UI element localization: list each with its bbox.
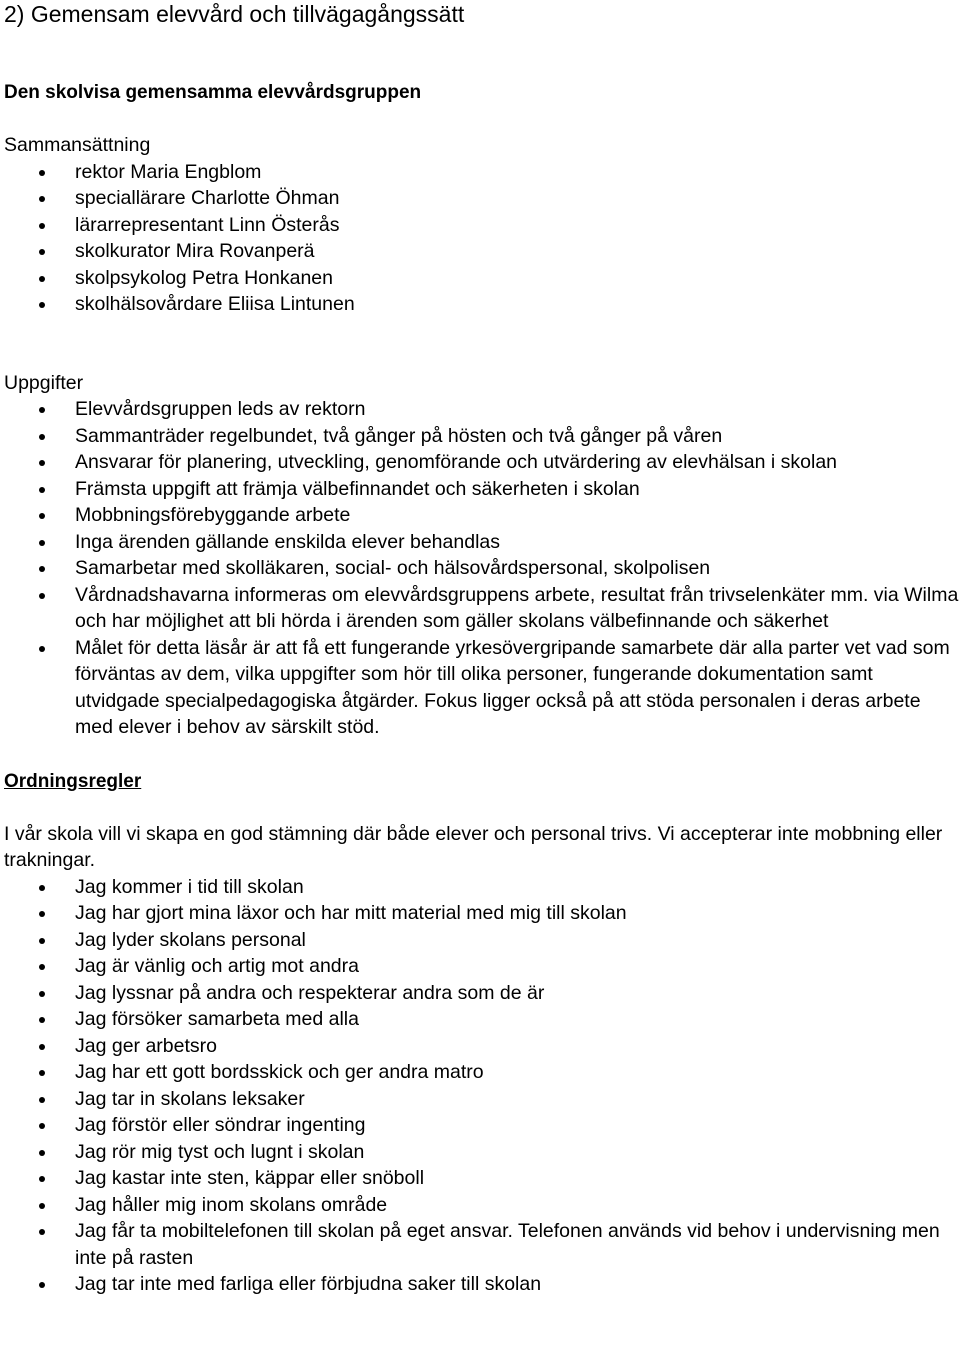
list-item <box>4 449 959 476</box>
rules-list <box>4 874 956 1298</box>
list-item-text: skolhälsovårdare Eliisa Lintunen <box>75 293 355 315</box>
list-item <box>4 1271 959 1298</box>
list-item <box>4 980 959 1007</box>
list-item <box>4 1165 959 1192</box>
list-item-text: Jag har gjort mina läxor och har mitt material med mig till skolan <box>75 902 627 924</box>
bullet-icon <box>39 276 45 282</box>
bullet-icon <box>39 223 45 229</box>
list-item-text: Jag får ta mobiltelefonen till skolan på eget ansvar. Telefonen används vid behov i undervisning men inte på rasten <box>75 1220 940 1269</box>
bullet-icon <box>39 1150 45 1156</box>
spacer <box>4 106 956 132</box>
bullet-icon <box>39 1070 45 1076</box>
bullet-icon <box>39 249 45 255</box>
list-item-text: Jag lyder skolans personal <box>75 928 306 951</box>
list-item <box>4 1192 959 1219</box>
bullet-icon <box>39 1176 45 1182</box>
list-item <box>4 900 959 927</box>
bullet-icon <box>39 540 45 546</box>
list-item-text: Jag förstör eller söndrar ingenting <box>75 1114 366 1136</box>
list-item-text: speciallärare Charlotte Öhman <box>75 187 340 209</box>
list-item-text: Samarbetar med skolläkaren, social- och hälsovårdspersonal, skolpolisen <box>75 557 711 579</box>
list-item-text: Sammanträder regelbundet, två gånger på hösten och två gånger på våren <box>75 424 723 447</box>
composition-label: Sammansättning <box>4 134 151 156</box>
section-title: 2) Gemensam elevvård och tillvägagångssätt <box>4 1 465 27</box>
list-item-text: Inga ärenden gällande enskilda elever behandlas <box>75 530 500 553</box>
spacer <box>4 795 956 821</box>
bullet-icon <box>39 938 45 944</box>
bullet-icon <box>39 1044 45 1050</box>
bullet-icon <box>39 1123 45 1129</box>
bullet-icon <box>39 1097 45 1103</box>
list-item-text: Jag har ett gott bordsskick och ger andra matro <box>75 1061 484 1083</box>
list-item <box>4 1218 959 1271</box>
tasks-list <box>4 396 959 741</box>
tasks-label: Uppgifter <box>4 371 84 394</box>
spacer <box>4 741 956 769</box>
list-item <box>4 423 959 450</box>
list-item <box>4 1139 959 1166</box>
bullet-icon <box>39 566 45 572</box>
list-item <box>4 396 959 423</box>
list-item-text: Jag tar inte med farliga eller förbjudna saker till skolan <box>75 1273 542 1295</box>
list-item-text: rektor Maria Engblom <box>75 160 262 183</box>
bullet-icon <box>39 513 45 519</box>
list-item-text: Jag är vänlig och artig mot andra <box>75 955 359 977</box>
list-item <box>4 555 959 582</box>
list-item <box>4 476 959 503</box>
bullet-icon <box>39 1229 45 1235</box>
list-item <box>4 1086 959 1113</box>
bullet-icon <box>39 593 45 599</box>
bullet-icon <box>39 487 45 493</box>
list-item <box>4 502 959 529</box>
bullet-icon <box>39 196 45 202</box>
bullet-icon <box>39 885 45 891</box>
list-item <box>4 1059 959 1086</box>
bullet-icon <box>39 170 45 176</box>
list-item <box>4 1006 959 1033</box>
list-item-text: Vårdnadshavarna informeras om elevvårdsgruppens arbete, resultat från trivselenkäter mm. via Wilma och har möjlighet att bli hörda i ärenden som gäller skolans välbefinnande och säkerhet <box>75 583 959 632</box>
list-item-text: Mobbningsförebyggande arbete <box>75 504 351 526</box>
list-item-text: Målet för detta läsår är att få ett fungerande yrkesövergripande samarbete där alla parter vet vad som förväntas av dem, vilka uppgifter som hör till olika personer, fungerande dokumentation samt utvidgade specialpedagogiska åtgärder. Fokus ligger också på att stöda personalen i deras arbete med elever i behov av särskilt stöd. <box>75 636 950 738</box>
bullet-icon <box>39 1017 45 1023</box>
list-item <box>4 529 959 556</box>
list-item <box>4 238 959 265</box>
bullet-icon <box>39 964 45 970</box>
list-item-text: Jag rör mig tyst och lugnt i skolan <box>75 1140 365 1163</box>
bullet-icon <box>39 646 45 652</box>
list-item <box>4 1033 959 1060</box>
list-item <box>4 582 959 635</box>
bullet-icon <box>39 407 45 413</box>
list-item <box>4 1112 959 1139</box>
list-item <box>4 265 959 292</box>
list-item <box>4 927 959 954</box>
list-item-text: Jag tar in skolans leksaker <box>75 1087 305 1110</box>
list-item <box>4 185 959 212</box>
bullet-icon <box>39 460 45 466</box>
spacer <box>4 28 956 80</box>
list-item <box>4 953 959 980</box>
list-item-text: Jag försöker samarbeta med alla <box>75 1008 359 1030</box>
list-item-text: Elevvårdsgruppen leds av rektorn <box>75 398 366 420</box>
rules-heading: Ordningsregler <box>4 770 142 792</box>
rules-intro: I vår skola vill vi skapa en god stämning där både elever och personal trivs. Vi accepterar inte mobbning eller trakningar. <box>4 822 943 871</box>
list-item <box>4 874 959 901</box>
list-item <box>4 635 959 741</box>
bullet-icon <box>39 1282 45 1288</box>
composition-list <box>4 159 956 318</box>
list-item-text: Ansvarar för planering, utveckling, genomförande och utvärdering av elevhälsan i skolan <box>75 451 838 473</box>
bullet-icon <box>39 434 45 440</box>
list-item-text: lärarrepresentant Linn Österås <box>75 213 340 236</box>
spacer <box>4 318 956 370</box>
list-item-text: skolpsykolog Petra Honkanen <box>75 266 333 289</box>
list-item-text: Jag kommer i tid till skolan <box>75 875 304 898</box>
bullet-icon <box>39 991 45 997</box>
bullet-icon <box>39 1203 45 1209</box>
list-item-text: Jag ger arbetsro <box>75 1034 217 1057</box>
group-heading: Den skolvisa gemensamma elevvårdsgruppen <box>4 82 422 103</box>
list-item <box>4 159 959 186</box>
list-item-text: Jag håller mig inom skolans område <box>75 1193 388 1216</box>
list-item-text: Jag kastar inte sten, käppar eller snöboll <box>75 1167 425 1189</box>
list-item-text: Främsta uppgift att främja välbefinnandet och säkerheten i skolan <box>75 477 640 500</box>
list-item-text: Jag lyssnar på andra och respekterar andra som de är <box>75 981 545 1004</box>
list-item <box>4 212 959 239</box>
bullet-icon <box>39 911 45 917</box>
list-item-text: skolkurator Mira Rovanperä <box>75 240 315 262</box>
bullet-icon <box>39 302 45 308</box>
list-item <box>4 291 959 318</box>
document-page <box>4 0 959 1298</box>
